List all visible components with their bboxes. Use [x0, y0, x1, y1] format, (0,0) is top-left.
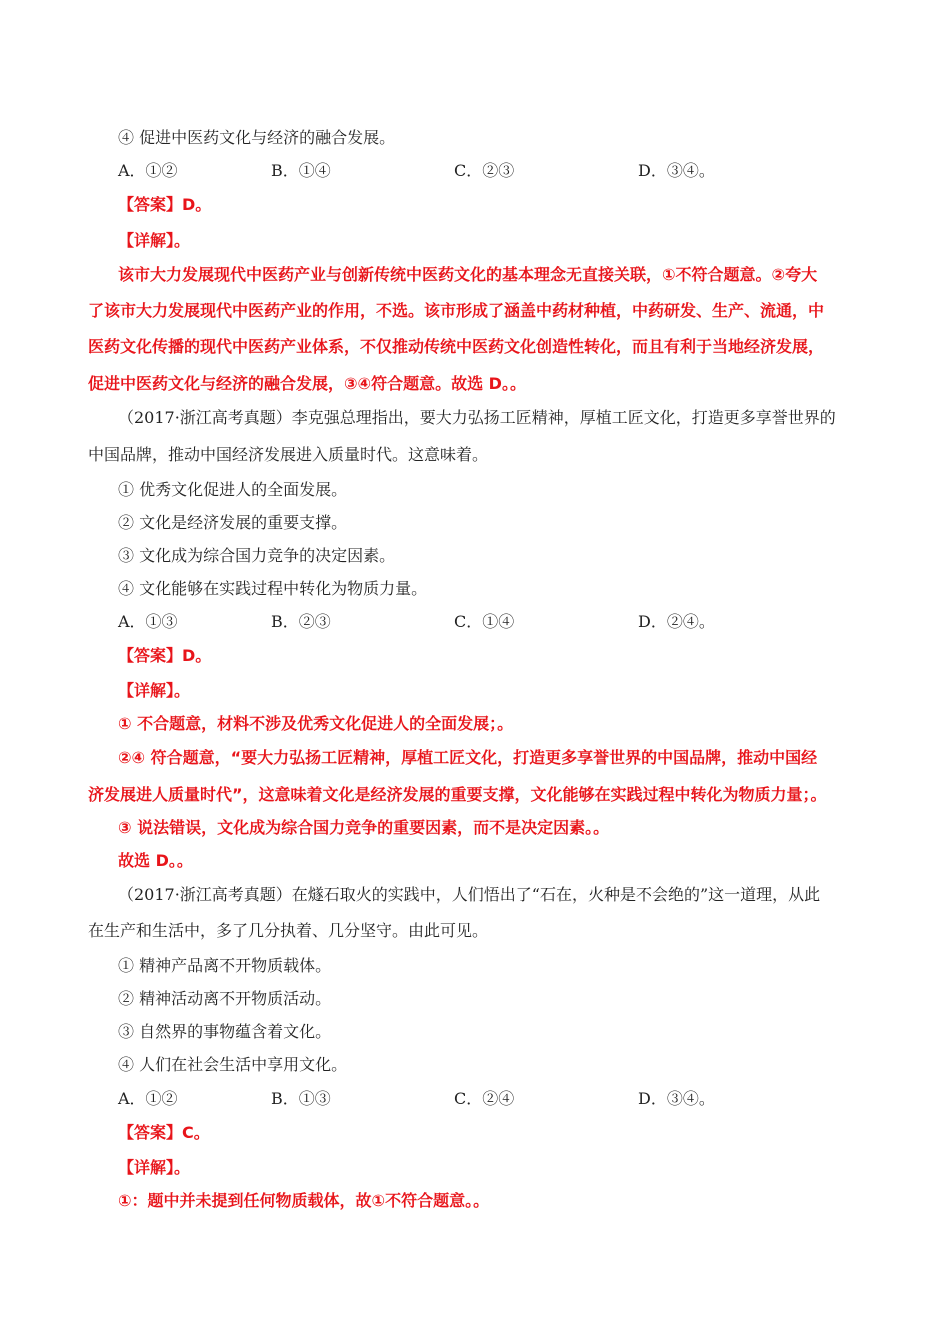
- statement-2: ② 文化是经济发展的重要支撑。: [118, 513, 348, 532]
- statement-4: ④ 文化能够在实践过程中转化为物质力量。: [118, 579, 428, 598]
- option-a: A．①③: [118, 612, 178, 631]
- option-c: C．②④: [454, 1089, 515, 1108]
- question-stem: （2017·浙江高考真题）李克强总理指出，要大力弘扬工匠精神，厚植工匠文化，打造更多享誉世界的: [118, 408, 836, 427]
- option-b: B．②③: [271, 612, 331, 631]
- detail-line: ②④ 符合题意，“要大力弘扬工匠精神，厚植工匠文化，打造更多享誉世界的中国品牌，推动中国经: [118, 748, 818, 767]
- option-a: A．①②: [118, 1089, 178, 1108]
- option-c: C．②③: [454, 161, 515, 180]
- detail-label: 【详解】。: [118, 1158, 191, 1177]
- option-d: D．③④。: [638, 161, 715, 180]
- detail-line: 该市大力发展现代中医药产业与创新传统中医药文化的基本理念无直接关联，①不符合题意。②夸大: [118, 265, 818, 284]
- statement-1: ① 精神产品离不开物质载体。: [118, 956, 332, 975]
- statement-1: ① 优秀文化促进人的全面发展。: [118, 480, 348, 499]
- option-c: C．①④: [454, 612, 515, 631]
- question-stem: 中国品牌，推动中国经济发展进入质量时代。这意味着。: [88, 445, 489, 464]
- options-row: [118, 612, 838, 632]
- options-row: [118, 1089, 838, 1109]
- option-b: B．①④: [271, 161, 331, 180]
- question-stem: 在生产和生活中，多了几分执着、几分坚守。由此可见。: [88, 921, 489, 940]
- detail-line: 济发展进人质量时代”，这意味着文化是经济发展的重要支撑，文化能够在实践过程中转化为物质力量；。: [88, 785, 827, 804]
- answer: 【答案】D。: [118, 195, 212, 214]
- options-row: [118, 161, 838, 181]
- option-d: D．③④。: [638, 1089, 715, 1108]
- detail-line: 了该市大力发展现代中医药产业的作用，不选。该市形成了涵盖中药材种植，中药研发、生产、流通，中: [88, 301, 825, 320]
- detail-line: ①：题中并未提到任何物质载体，故①不符合题意。。: [118, 1191, 490, 1210]
- statement-3: ③ 自然界的事物蕴含着文化。: [118, 1022, 332, 1041]
- detail-line: 故选 D。。: [118, 851, 193, 870]
- statement-3: ③ 文化成为综合国力竞争的决定因素。: [118, 546, 396, 565]
- detail-label: 【详解】。: [118, 681, 191, 700]
- option-d: D．②④。: [638, 612, 715, 631]
- detail-line: 医药文化传播的现代中医药产业体系，不仅推动传统中医药文化创造性转化，而且有利于当地经济发展，: [88, 337, 825, 356]
- detail-label: 【详解】。: [118, 231, 191, 250]
- option-b: B．①③: [271, 1089, 331, 1108]
- answer: 【答案】D。: [118, 646, 212, 665]
- statement-2: ② 精神活动离不开物质活动。: [118, 989, 332, 1008]
- statement-4: ④ 促进中医药文化与经济的融合发展。: [118, 128, 396, 147]
- statement-4: ④ 人们在社会生活中享用文化。: [118, 1055, 348, 1074]
- option-a: A．①②: [118, 161, 178, 180]
- detail-line: ③ 说法错误，文化成为综合国力竞争的重要因素，而不是决定因素。。: [118, 818, 610, 837]
- detail-line: ① 不合题意，材料不涉及优秀文化促进人的全面发展；。: [118, 714, 514, 733]
- detail-line: 促进中医药文化与经济的融合发展，③④符合题意。故选 D。。: [88, 374, 526, 393]
- question-stem: （2017·浙江高考真题）在燧石取火的实践中，人们悟出了“石在，火种是不会绝的”这一道理，从此: [118, 885, 821, 904]
- answer: 【答案】C。: [118, 1123, 210, 1142]
